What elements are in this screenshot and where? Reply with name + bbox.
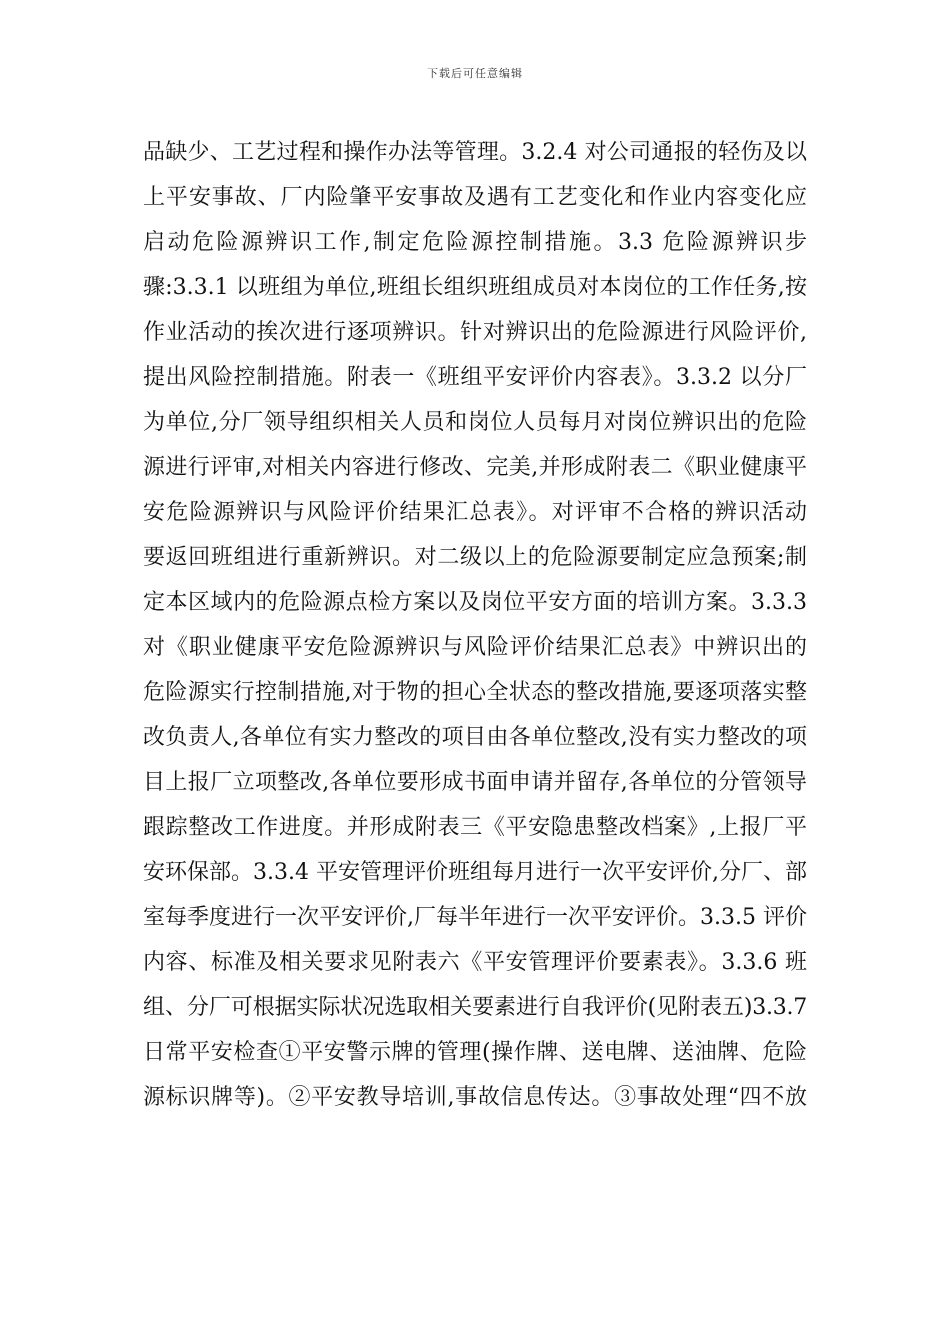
text-line: 组、分厂可根据实际状况选取相关要素进行自我评价(见附表五)3.3.7 [143, 995, 807, 1020]
text-line: 要返回班组进行重新辨识。对二级以上的危险源要制定应急预案;制 [143, 545, 807, 570]
text-line: 源标识牌等)。②平安教导培训,事故信息传达。③事故处理“四不放 [143, 1085, 807, 1110]
text-line: 目上报厂立项整改,各单位要形成书面申请并留存,各单位的分管领导 [143, 770, 807, 795]
text-line: 改负责人,各单位有实力整改的项目由各单位整改,没有实力整改的项 [143, 725, 807, 750]
text-line: 提出风险控制措施。附表一《班组平安评价内容表》。3.3.2 以分厂 [143, 365, 807, 390]
text-line: 室每季度进行一次平安评价,厂每半年进行一次平安评价。3.3.5 评价 [143, 905, 807, 930]
text-line: 安环保部。3.3.4 平安管理评价班组每月进行一次平安评价,分厂、部 [143, 860, 807, 885]
text-line: 危险源实行控制措施,对于物的担心全状态的整改措施,要逐项落实整 [143, 680, 807, 705]
text-line: 对《职业健康平安危险源辨识与风险评价结果汇总表》中辨识出的 [143, 635, 807, 660]
page-header: 下载后可任意编辑 [427, 67, 523, 80]
text-line: 定本区域内的危险源点检方案以及岗位平安方面的培训方案。3.3.3 [143, 590, 807, 615]
text-line: 作业活动的挨次进行逐项辨识。针对辨识出的危险源进行风险评价, [143, 320, 807, 345]
text-line: 启动危险源辨识工作,制定危险源控制措施。3.3 危险源辨识步 [143, 230, 807, 255]
text-line: 跟踪整改工作进度。并形成附表三《平安隐患整改档案》,上报厂平 [143, 815, 807, 840]
text-line: 安危险源辨识与风险评价结果汇总表》。对评审不合格的辨识活动 [143, 500, 807, 525]
body-text [143, 130, 807, 1120]
text-line: 为单位,分厂领导组织相关人员和岗位人员每月对岗位辨识出的危险 [143, 410, 807, 435]
text-line: 内容、标准及相关要求见附表六《平安管理评价要素表》。3.3.6 班 [143, 950, 807, 975]
text-line: 上平安事故、厂内险肇平安事故及遇有工艺变化和作业内容变化应 [143, 185, 807, 210]
text-line: 源进行评审,对相关内容进行修改、完美,并形成附表二《职业健康平 [143, 455, 807, 480]
text-line: 品缺少、工艺过程和操作办法等管理。3.2.4 对公司通报的轻伤及以 [143, 140, 807, 165]
text-line: 骤:3.3.1 以班组为单位,班组长组织班组成员对本岗位的工作任务,按 [143, 275, 807, 300]
text-line: 日常平安检查①平安警示牌的管理(操作牌、送电牌、送油牌、危险 [143, 1040, 807, 1065]
